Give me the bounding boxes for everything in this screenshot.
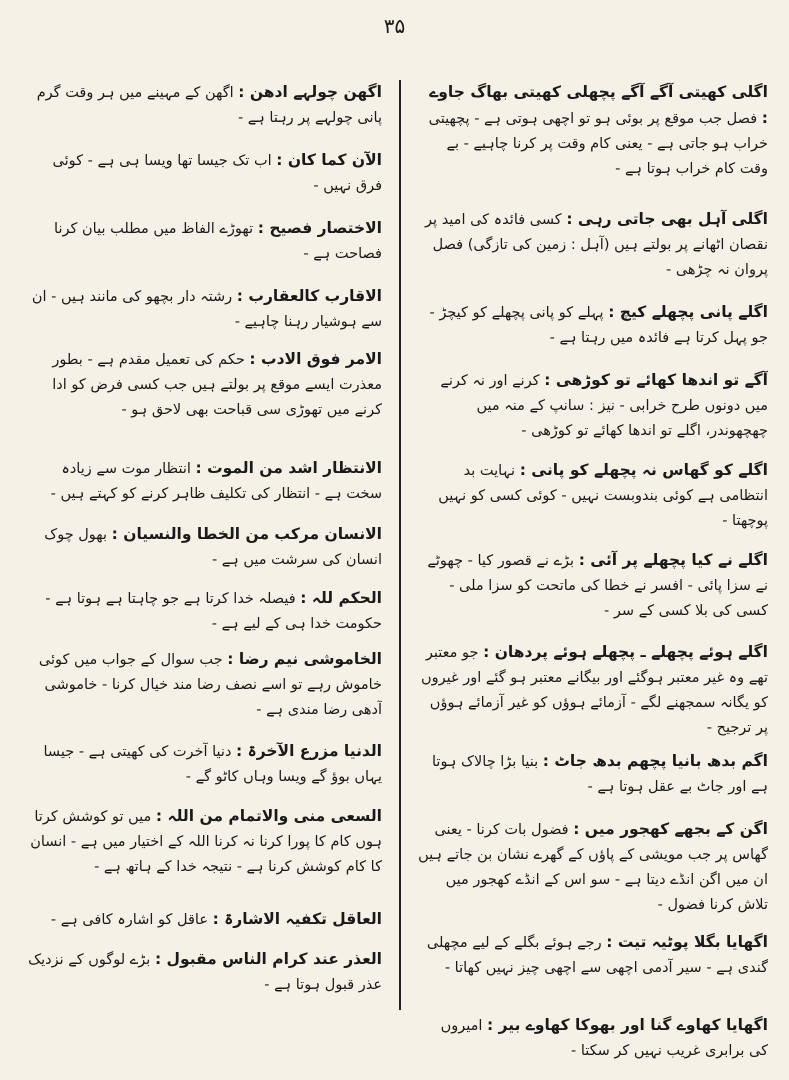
entry-term: اگن کے بجھے کھجور میں :: [573, 820, 768, 838]
entry-term: اگم بدھ بانیا پچھم بدھ جاٹ :: [542, 752, 768, 770]
entry: [24, 647, 382, 723]
entry: [24, 216, 382, 267]
entry-definition: دنیا آخرت کی کھیتی ہے - جیسا یہاں بوؤ گے ویسا وہاں کاٹو گے -: [43, 744, 382, 785]
entry: [24, 739, 382, 790]
entry: [418, 548, 768, 624]
entry-definition: جب سوال کے جواب میں کوئی خاموش رہے تو اسے نصف رضا مند خیال کرنا - خاموشی آدھی رضا مندی ہے -: [38, 652, 382, 718]
entry-definition: امیروں کی برابری غریب نہیں کر سکتا -: [440, 1018, 768, 1059]
entry-definition: جو معتبر تھے وہ غیر معتبر ہوگئے اور بیگانے معتبر ہو گئے اور غیروں کو یگانہ سمجھنے لگے - آزمائے ہوؤں کو غیر آزمائے ہوؤں پر ترجیح -: [421, 645, 768, 736]
entry-term: اگلے ہوئے پچھلے ـ پچھلے ہوئے پردھان :: [483, 643, 768, 661]
entry-term: السعی منی والاتمام من اللہ :: [155, 807, 382, 825]
entry-definition: رجے ہوئے بگلے کے لیے مچھلی گندی ہے - سیر آدمی اچھی سے اچھی چیز نہیں کھاتا -: [426, 935, 768, 976]
entry-definition: اب تک جیسا تھا ویسا ہی ہے - کوئی فرق نہیں -: [52, 153, 382, 194]
entry-definition: بنیا بڑا چالاک ہوتا ہے اور جاٹ بے عقل ہوتا ہے -: [431, 754, 768, 795]
entry-definition: رشتہ دار بچھو کی مانند ہیں - ان سے ہوشیار رہنا چاہیے -: [31, 289, 382, 330]
entry-definition: میں تو کوشش کرتا ہوں کام کا پورا کرنا نہ کرنا اللہ کے اختیار میں ہے - انسان کا کام کوشش کرنا ہے - نتیجہ خدا کے ہاتھ ہے -: [30, 809, 382, 875]
entry-term: اگھن چولہے ادھن :: [238, 83, 382, 101]
entry-term: العاقل تکفیہ الاشارۃ :: [212, 910, 382, 928]
right-column: [418, 80, 768, 1064]
entry-definition: فیصلہ خدا کرتا ہے جو چاہتا ہے ہوتا ہے - حکومت خدا ہی کے لیے ہے -: [45, 591, 382, 632]
entry: [418, 817, 768, 918]
entry: [24, 456, 382, 507]
entry: [418, 458, 768, 534]
entry: [418, 368, 768, 444]
entry-term: اگلی کھیتی آگے آگے پچھلی کھیتی بھاگ جاوے :: [429, 83, 768, 127]
entry-term: اگلے کو گھاس نہ پچھلے کو پانی :: [519, 461, 768, 479]
entry-term: الحکم للہ :: [300, 589, 382, 607]
page-number: ۳۵: [383, 14, 406, 38]
entry-term: اگلے پانی پچھلے کیچ :: [608, 303, 768, 321]
entry-term: اگلے نے کیا پچھلے پر آئی :: [578, 551, 768, 569]
entry-definition: کرنے اور نہ کرنے میں دونوں طرح خرابی - نیز : سانپ کے منہ میں چھچھوندر، اگلے تو اندھا کھائے تو کوڑھی -: [440, 373, 768, 439]
entry: [24, 148, 382, 199]
entry-definition: انتظار موت سے زیادہ سخت ہے - انتظار کی تکلیف ظاہر کرنے کو کہتے ہیں -: [50, 461, 382, 502]
entry: [418, 1013, 768, 1064]
entry-definition: اگھن کے مہینے میں ہر وقت گرم پانی چولہے پر رہتا ہے -: [36, 85, 382, 126]
entry-term: الانتظار اشد من الموت :: [195, 459, 382, 477]
entry: [24, 80, 382, 131]
entry: [418, 640, 768, 741]
column-divider: [399, 80, 401, 1010]
entry-term: اگھایا کھاوے گنا اور بھوکا کھاوے بیر :: [487, 1016, 768, 1034]
entry: [24, 347, 382, 448]
entry-definition: کسی فائدہ کی امید پر نقصان اٹھانے پر بولتے ہیں (آہل : زمین کی تازگی) فصل پروان نہ چڑھی -: [425, 212, 768, 278]
entry: [24, 522, 382, 573]
left-column: [24, 80, 382, 998]
entry-term: الامر فوق الادب :: [249, 350, 382, 368]
entry: [418, 207, 768, 283]
entry: [418, 80, 768, 191]
entry-term: الدنیا مزرع الآخرۃ :: [236, 742, 382, 760]
entry-term: الانسان مرکب من الخطا والنسیان :: [111, 525, 382, 543]
entry-definition: بھول چوک انسان کی سرشت میں ہے -: [44, 527, 382, 568]
entry-definition: حکم کی تعمیل مقدم ہے - بطور معذرت ایسے موقع پر بولتے ہیں جب کسی فرض کو ادا کرنے میں تھوڑی سی قباحت بھی لاحق ہو -: [52, 352, 382, 418]
entry-term: اگلی آہل بھی جاتی رہی :: [566, 210, 768, 228]
entry-term: اگھایا بگلا پوٹیہ تیت :: [606, 933, 768, 951]
entry-term: الاقارب کالعقارب :: [236, 287, 382, 305]
entry-definition: عاقل کو اشارہ کافی ہے -: [50, 912, 208, 928]
entry-definition: تھوڑے الفاظ میں مطلب بیان کرنا فصاحت ہے -: [54, 221, 382, 262]
entry-term: الخاموشی نیم رضا :: [227, 650, 382, 668]
entry: [24, 586, 382, 637]
entry: [418, 749, 768, 800]
entry-definition: بڑے نے قصور کیا - چھوٹے نے سزا پائی - افسر نے خطا کی ماتحت کو سزا ملی - کسی کی بلا کسی کے سر -: [427, 553, 768, 619]
entry-term: العذر عند کرام الناس مقبول :: [154, 950, 382, 968]
entry-definition: نہایت بد انتظامی ہے کوئی بندوبست نہیں - کوئی کسی کو نہیں پوچھتا -: [438, 463, 768, 529]
entry: [24, 284, 382, 335]
entry: [418, 930, 768, 1006]
entry: [418, 300, 768, 351]
entry: [24, 907, 382, 933]
entry-definition: بڑے لوگوں کے نزدیک عذر قبول ہوتا ہے -: [28, 952, 382, 993]
entry: [24, 804, 382, 905]
entry-definition: فضول بات کرنا - یعنی گھاس پر جب مویشی کے پاؤں کے گھرے نشان بن جاتے ہیں ان میں اگن انڈے دیتا ہے - سو اس کے انڈے کھجور میں تلاش کرنا فضول -: [418, 822, 768, 913]
entry-definition: پہلے کو پانی پچھلے کو کیچڑ - جو پہل کرتا ہے فائدہ میں رہتا ہے -: [429, 305, 768, 346]
entry-definition: فصل جب موقع پر بوئی ہو تو اچھی ہوتی ہے - پچھیتی خراب ہو جاتی ہے - یعنی کام وقت پر کرنا چاہیے - بے وقت کام خراب ہوتا ہے -: [428, 111, 768, 177]
entry: [24, 947, 382, 998]
entry-term: الآن کما کان :: [276, 151, 382, 169]
entry-term: آگے تو اندھا کھائے تو کوڑھی :: [544, 371, 768, 389]
entry-term: الاختصار فصیح :: [257, 219, 382, 237]
